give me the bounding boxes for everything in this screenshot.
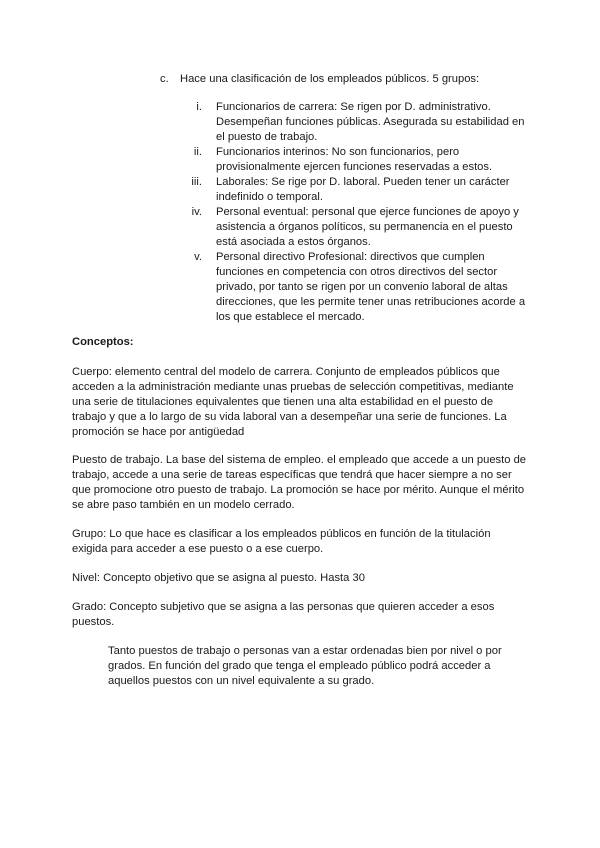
concept-note: Tanto puestos de trabajo o personas van a estar ordenadas bien por nivel o por grados. En función del grado que tenga el empleado público podrá acceder a aquellos puestos con un nivel equivalente a su grado. <box>108 645 502 687</box>
list-marker: i. <box>196 101 202 113</box>
concept-cuerpo: Cuerpo: elemento central del modelo de carrera. Conjunto de empleados públicos que acceden a la administración mediante unas pruebas de selección competitivas, mediante una serie de titulaciones equivalentes que tienen una alta estabilidad en el puesto de trabajo y que a lo largo de su vida laboral van a desempeñar una serie de funciones. La promoción se hace por antigüedad <box>72 366 514 438</box>
list-marker: v. <box>194 251 202 263</box>
concept-nivel: Nivel: Concepto objetivo que se asigna al puesto. Hasta 30 <box>72 572 365 584</box>
concept-grado: Grado: Concepto subjetivo que se asigna a las personas que quieren acceder a esos puestos. <box>72 601 495 628</box>
list-marker: ii. <box>193 146 202 158</box>
list-item: Personal eventual: personal que ejerce funciones de apoyo y asistencia a órganos políticos, su permanencia en el puesto está asociada a estos órganos. <box>216 206 519 248</box>
list-item-c-text: Hace una clasificación de los empleados públicos. 5 grupos: <box>180 73 480 85</box>
list-marker-c: c. <box>160 73 169 85</box>
section-title: Conceptos: <box>72 336 134 348</box>
list-marker: iv. <box>191 206 202 218</box>
concept-grupo: Grupo: Lo que hace es clasificar a los empleados públicos en función de la titulación exigida para acceder a ese puesto o a ese cuerpo. <box>72 528 491 555</box>
list-item: Funcionarios interinos: No son funcionarios, pero provisionalmente ejercen funciones reservadas a estos. <box>216 146 493 173</box>
list-marker: iii. <box>191 176 202 188</box>
concept-puesto: Puesto de trabajo. La base del sistema de empleo. el empleado que accede a un puesto de trabajo, accede a una serie de tareas específicas que tendrá que hacer siempre a no ser que promocione otro puesto de trabajo. La promoción se hace por mérito. Aunque el mérito se abre paso también en un modelo cerrado. <box>72 454 527 511</box>
list-item: Laborales: Se rige por D. laboral. Pueden tener un carácter indefinido o temporal. <box>216 176 510 203</box>
list-item: Personal directivo Profesional: directivos que cumplen funciones en competencia con otros directivos del sector privado, por tanto se rigen por un convenio laboral de altas direcciones, que les permite tener unas retribuciones acorde a los que establece el mercado. <box>216 251 526 323</box>
list-item: Funcionarios de carrera: Se rigen por D. administrativo. Desempeñan funciones públicas. Asegurada su estabilidad en el puesto de trabajo. <box>216 101 525 143</box>
